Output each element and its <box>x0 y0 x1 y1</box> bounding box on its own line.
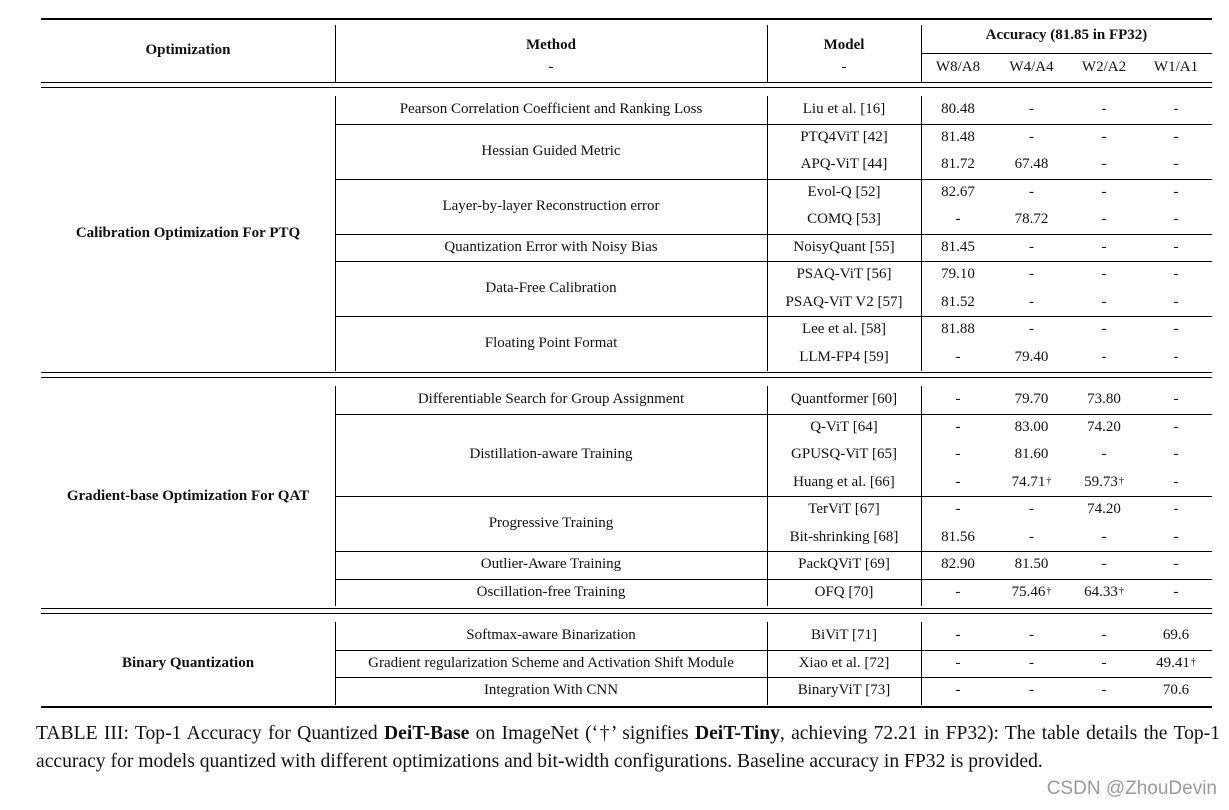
header-optimization <box>41 18 335 82</box>
model-cell <box>767 677 921 705</box>
accuracy-cell-text: 81.88 <box>941 321 975 338</box>
model-cell <box>767 124 921 152</box>
accuracy-cell <box>1140 524 1212 552</box>
caption-rest: , achieving 72.21 in FP32): The table details the Top-1 accuracy for models quantized with different optimizations and bit-width configurations. Baseline accuracy in FP32 is provided. <box>36 723 1220 772</box>
model-cell <box>767 496 921 524</box>
accuracy-cell-text: 75.46 <box>1011 583 1046 600</box>
accuracy-cell-text: - <box>1101 266 1107 283</box>
method-cell <box>335 650 767 678</box>
accuracy-cell <box>1068 261 1140 289</box>
accuracy-cell-text: 81.52 <box>941 293 975 310</box>
accuracy-cell <box>995 650 1068 678</box>
accuracy-cell-text: 69.6 <box>1162 627 1190 644</box>
section-double-rule <box>41 372 1212 373</box>
method-cell <box>335 414 767 497</box>
accuracy-cell-text: - <box>1173 321 1179 338</box>
header-accuracy <box>921 18 1212 53</box>
model-cell <box>767 151 921 179</box>
method-cell-text: Layer-by-layer Reconstruction error <box>442 197 660 214</box>
accuracy-cell-text: - <box>1101 446 1107 463</box>
accuracy-cell <box>1140 234 1212 262</box>
accuracy-cell-text: 81.72 <box>941 156 975 173</box>
accuracy-cell: 75.46 † <box>1011 583 1052 600</box>
accuracy-cell-text: - <box>1029 101 1034 118</box>
method-cell-text: Oscillation-free Training <box>476 583 626 600</box>
accuracy-cell-text: - <box>1029 627 1034 644</box>
accuracy-cell-text: - <box>955 348 961 365</box>
accuracy-cell <box>921 151 995 179</box>
accuracy-cell <box>921 316 995 344</box>
header-optimization-text: Optimization <box>145 41 231 58</box>
accuracy-cell <box>921 414 995 442</box>
accuracy-cell-text: - <box>1101 348 1107 365</box>
model-cell-text: Bit-shrinking [68] <box>789 528 899 545</box>
accuracy-cell <box>1140 551 1212 579</box>
accuracy-cell-text: - <box>1101 156 1107 173</box>
accuracy-cell <box>1140 496 1212 524</box>
accuracy-cell-text: - <box>1101 211 1107 228</box>
accuracy-cell <box>921 206 995 234</box>
method-cell <box>335 622 767 650</box>
accuracy-cell-text: 64.33 <box>1084 583 1118 600</box>
model-cell <box>767 96 921 124</box>
accuracy-cell-text: - <box>1029 528 1034 545</box>
method-cell-text: Outlier-Aware Training <box>480 556 622 573</box>
accuracy-cell-text: - <box>1101 654 1107 671</box>
accuracy-cell-text: - <box>1101 183 1107 200</box>
model-cell <box>767 622 921 650</box>
accuracy-cell-text: - <box>1101 528 1107 545</box>
header-bits-w4-a4-text: W4/A4 <box>1009 59 1054 75</box>
accuracy-cell: 64.33 † <box>1084 583 1124 600</box>
accuracy-cell <box>921 579 995 607</box>
accuracy-cell-text: 70.6 <box>1162 682 1190 699</box>
method-cell-text: Hessian Guided Metric <box>481 142 621 159</box>
accuracy-cell <box>995 551 1068 579</box>
section-2-name <box>41 622 335 705</box>
header-bits-w1-a1-text: W1/A1 <box>1153 59 1199 75</box>
accuracy-cell <box>921 496 995 524</box>
model-cell-text: PackQViT [69] <box>798 556 890 573</box>
accuracy-cell-text: - <box>1029 238 1034 255</box>
watermark: CSDN @ZhouDevin <box>1046 778 1217 799</box>
accuracy-cell <box>995 206 1068 234</box>
accuracy-cell <box>1140 344 1212 372</box>
accuracy-cell <box>995 261 1068 289</box>
method-cell <box>335 386 767 414</box>
accuracy-cell <box>921 650 995 678</box>
method-cell <box>335 496 767 551</box>
accuracy-cell-text: - <box>1029 321 1034 338</box>
accuracy-cell-text: - <box>1173 556 1179 573</box>
accuracy-cell-text: - <box>955 473 961 490</box>
method-cell <box>335 179 767 234</box>
accuracy-cell <box>921 622 995 650</box>
accuracy-cell-text: - <box>1173 348 1179 365</box>
accuracy-cell-text: - <box>1101 128 1107 145</box>
method-cell-text: Pearson Correlation Coefficient and Ranking Loss <box>399 101 703 118</box>
method-cell <box>335 551 767 579</box>
accuracy-cell-text: - <box>1101 101 1107 118</box>
accuracy-cell <box>921 551 995 579</box>
accuracy-cell-text: 73.80 <box>1087 391 1121 408</box>
accuracy-cell-text: - <box>1173 211 1179 228</box>
method-cell-text: Quantization Error with Noisy Bias <box>444 238 658 255</box>
header-method-sub <box>335 59 767 76</box>
model-cell-text: BinaryViT [73] <box>797 682 891 699</box>
accuracy-cell <box>1068 151 1140 179</box>
accuracy-cell-text: 49.41 <box>1156 654 1190 671</box>
method-cell <box>335 316 767 371</box>
accuracy-cell-text: - <box>1101 556 1107 573</box>
model-cell <box>767 386 921 414</box>
accuracy-cell-text: - <box>1101 238 1107 255</box>
accuracy-cell <box>1068 234 1140 262</box>
accuracy-cell-text: 79.10 <box>941 266 975 283</box>
accuracy-cell-text: - <box>1029 654 1034 671</box>
model-cell-text: Quantformer [60] <box>790 391 898 408</box>
accuracy-cell <box>995 441 1068 469</box>
accuracy-cell <box>1068 316 1140 344</box>
caption-middle: on ImageNet (‘†’ signifies <box>469 723 695 744</box>
accuracy-cell: 49.41 † <box>1156 654 1196 671</box>
header-bits-w1-a1 <box>1140 53 1212 82</box>
section-double-rule <box>41 377 1212 378</box>
model-cell-text: NoisyQuant [55] <box>793 238 895 255</box>
accuracy-cell <box>1068 206 1140 234</box>
section-1-name <box>41 386 335 606</box>
accuracy-cell: 59.73 † <box>1084 473 1124 490</box>
header-model-text: Model <box>823 37 865 53</box>
accuracy-cell-text: - <box>955 627 961 644</box>
accuracy-cell-text: - <box>1029 266 1034 283</box>
accuracy-cell <box>1140 441 1212 469</box>
accuracy-cell <box>1068 344 1140 372</box>
header-bits-w8-a8 <box>921 53 995 82</box>
model-cell-text: Lee et al. [58] <box>801 321 887 338</box>
accuracy-cell <box>1140 622 1212 650</box>
accuracy-cell <box>1068 551 1140 579</box>
accuracy-cell <box>1068 414 1140 442</box>
accuracy-cell-text: 74.20 <box>1087 501 1121 518</box>
accuracy-cell-text: 81.50 <box>1014 556 1049 573</box>
accuracy-cell-text: 80.48 <box>941 101 975 118</box>
header-model-sub-text: - <box>841 59 847 75</box>
model-cell <box>767 316 921 344</box>
accuracy-cell-text: - <box>1173 446 1179 463</box>
accuracy-cell <box>995 414 1068 442</box>
method-cell <box>335 96 767 124</box>
model-cell-text: PSAQ-ViT V2 [57] <box>785 293 903 310</box>
section-0-name <box>41 96 335 371</box>
accuracy-cell <box>1140 414 1212 442</box>
accuracy-cell-text: - <box>1173 238 1179 255</box>
method-cell <box>335 234 767 262</box>
accuracy-cell <box>995 622 1068 650</box>
accuracy-cell <box>1068 96 1140 124</box>
model-cell-text: COMQ [53] <box>807 211 881 228</box>
section-double-rule <box>41 613 1212 614</box>
header-model-sub <box>767 59 921 76</box>
accuracy-cell <box>921 261 995 289</box>
model-cell <box>767 469 921 497</box>
section-1-name-text: Gradient-base Optimization For QAT <box>66 487 310 504</box>
method-cell-text: Data-Free Calibration <box>485 280 617 296</box>
accuracy-cell-text: - <box>1101 627 1107 644</box>
accuracy-cell <box>1140 206 1212 234</box>
accuracy-cell <box>995 386 1068 414</box>
accuracy-cell <box>1068 524 1140 552</box>
accuracy-cell-text: - <box>955 682 961 699</box>
accuracy-cell-text: 81.45 <box>941 238 975 255</box>
model-cell-text: OFQ [70] <box>814 583 874 600</box>
accuracy-cell-text: 67.48 <box>1014 156 1049 173</box>
accuracy-cell-text: - <box>1173 156 1179 173</box>
accuracy-cell <box>995 344 1068 372</box>
model-cell-text: APQ-ViT [44] <box>800 156 888 173</box>
method-cell <box>335 579 767 607</box>
accuracy-cell-text: 81.60 <box>1014 446 1049 463</box>
header-accuracy-text: Accuracy (81.85 in FP32) <box>985 27 1148 43</box>
section-double-rule <box>41 82 1212 83</box>
accuracy-cell-text: - <box>955 583 961 600</box>
accuracy-cell-text: 82.67 <box>941 183 975 200</box>
accuracy-cell-text: - <box>1101 682 1107 699</box>
accuracy-cell <box>995 234 1068 262</box>
accuracy-cell <box>995 677 1068 705</box>
accuracy-cell-text: - <box>1173 473 1179 490</box>
accuracy-cell <box>921 524 995 552</box>
column-rule <box>767 25 768 82</box>
section-double-rule <box>41 608 1212 609</box>
section-2-name-text: Binary Quantization <box>121 654 255 671</box>
accuracy-cell-text: 78.72 <box>1014 211 1049 228</box>
accuracy-cell <box>995 151 1068 179</box>
accuracy-cell-text: 74.20 <box>1087 418 1121 435</box>
accuracy-cell <box>1140 261 1212 289</box>
accuracy-cell <box>921 179 995 207</box>
accuracy-cell <box>995 524 1068 552</box>
table-caption <box>36 720 1220 776</box>
accuracy-cell <box>995 289 1068 317</box>
accuracy-cell <box>1140 124 1212 152</box>
header-method <box>335 32 767 59</box>
accuracy-cell <box>1140 579 1212 607</box>
header-bits-w2-a2 <box>1068 53 1140 82</box>
accuracy-cell-text: 83.00 <box>1014 418 1049 435</box>
model-cell-text: BiViT [71] <box>811 627 877 644</box>
accuracy-cell-text: - <box>1173 183 1179 200</box>
table-bottom-rule <box>41 706 1212 708</box>
accuracy-cell <box>921 386 995 414</box>
accuracy-cell-text: 82.90 <box>941 556 975 573</box>
accuracy-cell <box>1068 677 1140 705</box>
accuracy-cell <box>1140 96 1212 124</box>
method-cell-text: Progressive Training <box>488 515 614 531</box>
model-cell <box>767 650 921 678</box>
accuracy-cell <box>1068 650 1140 678</box>
accuracy-cell <box>1068 124 1140 152</box>
accuracy-cell <box>1068 441 1140 469</box>
header-method-sub-text: - <box>548 59 554 75</box>
accuracy-cell <box>1140 469 1212 497</box>
accuracy-cell-text: - <box>1173 418 1179 435</box>
accuracy-cell-text: - <box>1173 528 1179 545</box>
accuracy-cell-text: - <box>955 501 961 518</box>
accuracy-cell-text: - <box>955 211 961 228</box>
model-cell <box>767 579 921 607</box>
accuracy-cell-text: - <box>1173 293 1179 310</box>
accuracy-cell-text: - <box>1029 682 1034 699</box>
accuracy-cell-text: - <box>1173 266 1179 283</box>
accuracy-cell-text: - <box>1173 583 1179 600</box>
accuracy-cell-text: 59.73 <box>1084 473 1118 490</box>
accuracy-cell-text: - <box>1029 183 1034 200</box>
accuracy-cell-text: - <box>1029 501 1034 518</box>
model-cell <box>767 524 921 552</box>
method-cell-text: Integration With CNN <box>483 682 619 699</box>
accuracy-cell <box>1140 151 1212 179</box>
accuracy-cell <box>1140 179 1212 207</box>
accuracy-cell <box>921 469 995 497</box>
method-cell <box>335 677 767 705</box>
accuracy-cell-text: - <box>1173 101 1179 118</box>
accuracy-cell <box>921 234 995 262</box>
header-bits-w4-a4 <box>995 53 1068 82</box>
model-cell <box>767 261 921 289</box>
model-cell <box>767 344 921 372</box>
method-cell <box>335 124 767 179</box>
accuracy-cell-text: - <box>1101 293 1107 310</box>
accuracy-cell-text: 81.48 <box>941 128 975 145</box>
accuracy-cell-text: 79.70 <box>1014 391 1049 408</box>
caption-label: TABLE III: Top-1 Accuracy for Quantized <box>36 723 385 744</box>
method-cell-text: Floating Point Format <box>484 335 618 351</box>
accuracy-cell-text: - <box>955 418 961 435</box>
accuracy-cell <box>1068 179 1140 207</box>
section-0-name-text: Calibration Optimization For PTQ <box>75 225 301 241</box>
accuracy-cell <box>921 96 995 124</box>
accuracy-cell <box>995 96 1068 124</box>
model-cell <box>767 179 921 207</box>
accuracy-cell <box>1140 289 1212 317</box>
header-bits-w2-a2-text: W2/A2 <box>1081 59 1127 75</box>
method-cell-text: Softmax-aware Binarization <box>466 627 636 644</box>
accuracy-cell <box>1140 316 1212 344</box>
accuracy-cell-text: - <box>1173 128 1179 145</box>
accuracy-cell <box>921 344 995 372</box>
model-cell-text: LLM-FP4 [59] <box>799 348 889 365</box>
column-rule <box>921 25 922 82</box>
accuracy-cell-text: - <box>1029 128 1034 145</box>
accuracy-cell-text: - <box>955 654 961 671</box>
accuracy-cell <box>995 496 1068 524</box>
model-cell-text: Xiao et al. [72] <box>798 654 890 671</box>
model-cell <box>767 206 921 234</box>
accuracy-cell <box>995 179 1068 207</box>
accuracy-cell <box>921 124 995 152</box>
model-cell <box>767 551 921 579</box>
accuracy-cell <box>1068 622 1140 650</box>
model-cell <box>767 414 921 442</box>
accuracy-cell-text: 81.56 <box>941 528 975 545</box>
accuracy-cell <box>1140 386 1212 414</box>
method-cell-text: Differentiable Search for Group Assignment <box>417 391 685 408</box>
accuracy-cell: 74.71 † <box>1011 473 1052 490</box>
caption-bold-tiny: DeiT-Tiny <box>694 723 780 744</box>
method-cell-text: Gradient regularization Scheme and Activation Shift Module <box>368 654 734 671</box>
model-cell-text: Q-ViT [64] <box>810 418 878 435</box>
accuracy-cell-text: - <box>1029 293 1034 310</box>
accuracy-cell <box>1068 386 1140 414</box>
accuracy-cell-text: - <box>1173 391 1179 408</box>
model-cell <box>767 289 921 317</box>
accuracy-cell-text: 79.40 <box>1014 348 1049 365</box>
accuracy-cell-text: - <box>1173 501 1179 518</box>
method-cell-text: Distillation-aware Training <box>469 446 633 463</box>
accuracy-cell-text: - <box>955 391 961 408</box>
accuracy-cell-text: - <box>1101 321 1107 338</box>
column-rule <box>335 25 336 82</box>
accuracy-cell <box>1140 677 1212 705</box>
model-cell-text: Liu et al. [16] <box>802 101 886 118</box>
header-method-text: Method <box>526 37 576 53</box>
accuracy-cell-text: - <box>955 446 961 463</box>
accuracy-cell <box>995 124 1068 152</box>
accuracy-cell-text: 74.71 <box>1011 473 1046 490</box>
model-cell-text: Evol-Q [52] <box>807 183 881 200</box>
header-bits-w8-a8-text: W8/A8 <box>935 59 981 75</box>
accuracy-cell <box>1068 496 1140 524</box>
model-cell <box>767 441 921 469</box>
model-cell-text: PSAQ-ViT [56] <box>796 266 892 283</box>
model-cell-text: Huang et al. [66] <box>793 473 895 490</box>
accuracy-cell <box>921 441 995 469</box>
model-cell-text: TerViT [67] <box>808 501 880 518</box>
accuracy-cell <box>995 316 1068 344</box>
accuracy-cell <box>921 677 995 705</box>
accuracy-cell <box>1068 289 1140 317</box>
accuracy-cell <box>921 289 995 317</box>
header-model <box>767 32 921 59</box>
caption-bold-model: DeiT-Base <box>384 723 470 744</box>
model-cell-text: PTQ4ViT [42] <box>800 128 888 145</box>
model-cell-text: GPUSQ-ViT [65] <box>791 446 897 463</box>
method-cell <box>335 261 767 316</box>
model-cell <box>767 234 921 262</box>
section-double-rule <box>41 87 1212 88</box>
